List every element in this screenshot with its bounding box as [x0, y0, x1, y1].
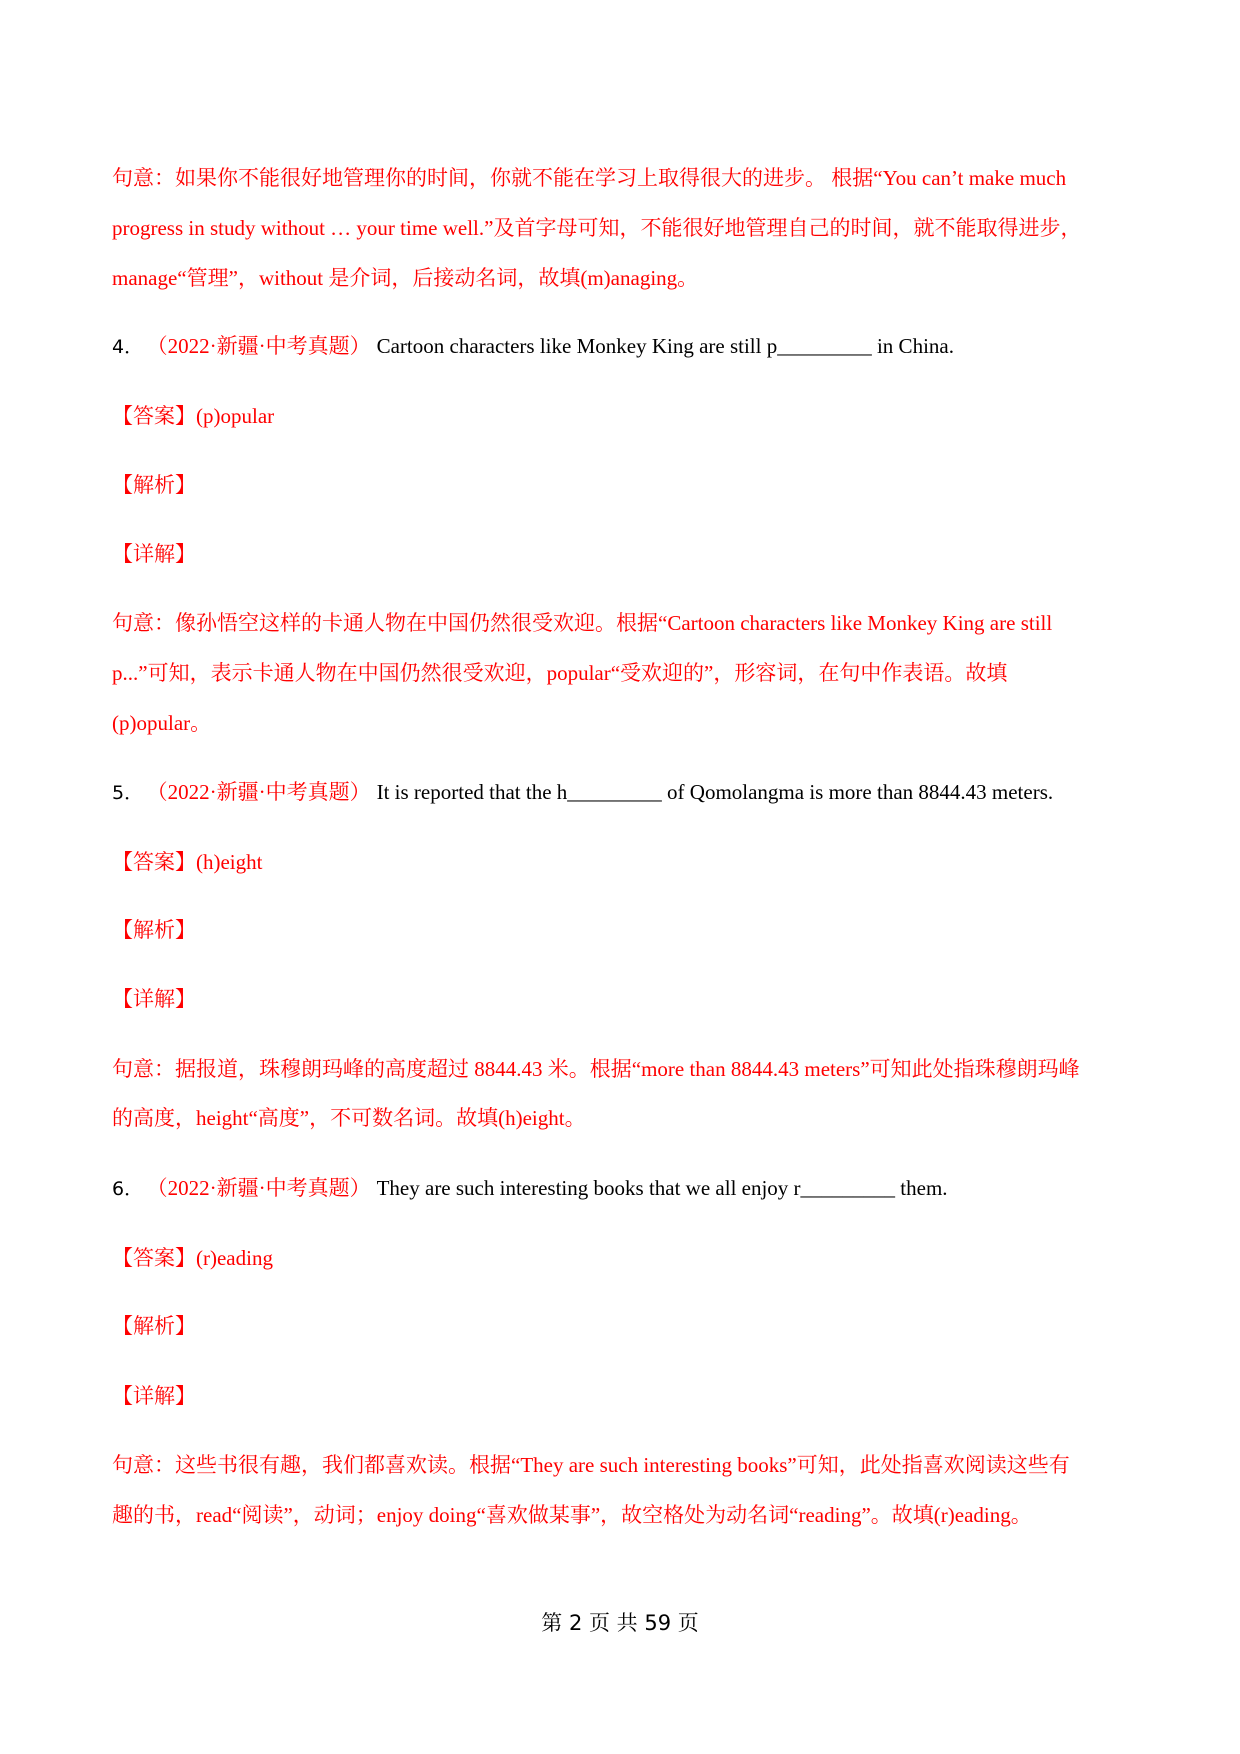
explanation-line: 趣的书，read“阅读”，动词；enjoy doing“喜欢做某事”，故空格处为动名词“reading”。故填(r)eading。: [112, 1503, 1032, 1527]
question-4: [112, 333, 954, 360]
answer-label: 【答案】: [112, 850, 196, 874]
explanation-line: p...”可知，表示卡通人物在中国仍然很受欢迎，popular“受欢迎的”，形容词，在句中作表语。故填: [112, 661, 1008, 685]
explanation-line: 的高度，height“高度”，不可数名词。故填(h)eight。: [112, 1106, 586, 1130]
explanation-line: 句意：如果你不能很好地管理你的时间，你就不能在学习上取得很大的进步。 根据“You can’t make much: [112, 166, 1067, 190]
answer-value: (h)eight: [196, 850, 263, 874]
answer-row: [112, 403, 274, 429]
explanation-line: manage“管理”，without 是介词，后接动名词，故填(m)anaging。: [112, 266, 699, 290]
explanation-line: progress in study without … your time well.”及首字母可知，不能很好地管理自己的时间，就不能取得进步，: [112, 216, 1082, 240]
analysis-label: 【解析】: [112, 918, 196, 942]
question-text: It is reported that the h_________ of Qomolangma is more than 8844.43 meters.: [376, 780, 1054, 804]
answer-label: 【答案】: [112, 1246, 196, 1270]
answer-value: (p)opular: [196, 404, 275, 428]
question-number: 4．: [112, 336, 144, 358]
explanation-line: 句意：像孙悟空这样的卡通人物在中国仍然很受欢迎。根据“Cartoon characters like Monkey King are still: [112, 611, 1053, 635]
answer-label: 【答案】: [112, 404, 196, 428]
analysis-label: 【解析】: [112, 473, 196, 497]
answer-row: [112, 1245, 273, 1271]
question-source: （2022·新疆·中考真题）: [157, 1176, 371, 1200]
explanation-line: 句意：据报道，珠穆朗玛峰的高度超过 8844.43 米。根据“more than 8844.43 meters”可知此处指珠穆朗玛峰: [112, 1057, 1080, 1081]
question-source: （2022·新疆·中考真题）: [157, 334, 371, 358]
detail-label: 【详解】: [112, 542, 196, 566]
question-6: [112, 1175, 948, 1202]
detail-label: 【详解】: [112, 1384, 196, 1408]
analysis-label: 【解析】: [112, 1314, 196, 1338]
question-source: （2022·新疆·中考真题）: [157, 780, 371, 804]
question-text: Cartoon characters like Monkey King are still p_________ in China.: [376, 334, 954, 358]
explanation-line: (p)opular。: [112, 711, 212, 735]
answer-value: (r)eading: [196, 1246, 273, 1270]
question-5: [112, 779, 1053, 806]
question-number: 6．: [112, 1178, 144, 1200]
question-text: They are such interesting books that we all enjoy r_________ them.: [376, 1176, 948, 1200]
page-number-footer: 第 2 页 共 59 页: [541, 1611, 699, 1635]
answer-row: [112, 849, 262, 875]
detail-label: 【详解】: [112, 987, 196, 1011]
question-number: 5．: [112, 782, 144, 804]
explanation-line: 句意：这些书很有趣，我们都喜欢读。根据“They are such interesting books”可知，此处指喜欢阅读这些有: [112, 1453, 1070, 1477]
